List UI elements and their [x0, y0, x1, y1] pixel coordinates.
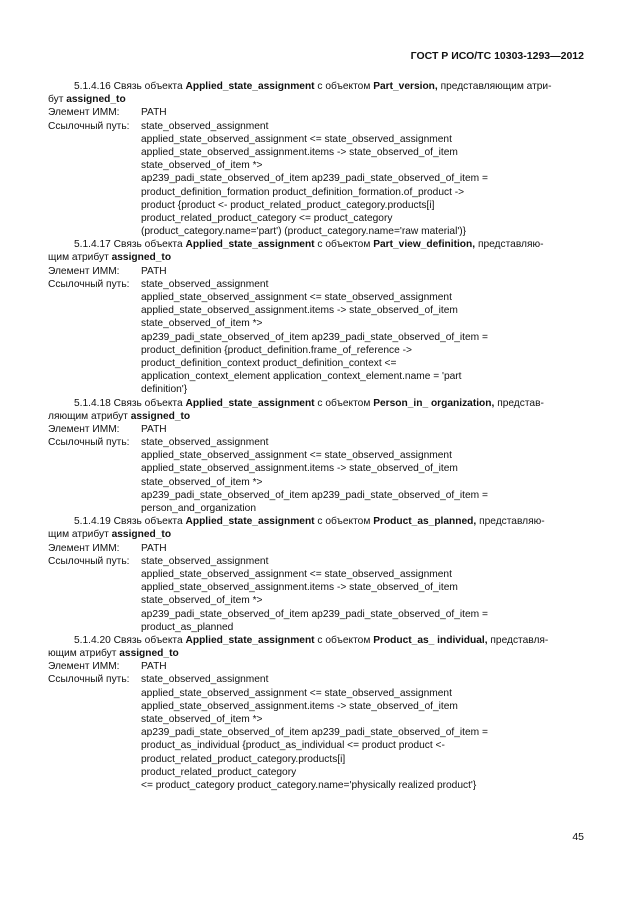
path-line: application_context_element application_context_element.name = 'part [141, 371, 462, 383]
heading-text: с объектом [317, 239, 371, 251]
attribute-name: assigned_to [111, 252, 172, 264]
path-line: state_observed_assignment [141, 278, 269, 290]
target-entity: Person_in_ organization, [373, 397, 495, 409]
attribute-name: assigned_to [111, 529, 172, 541]
heading-text: ляющим атрибут [48, 410, 128, 422]
section-number: 5.1.4.19 [74, 516, 111, 528]
path-line: ap239_padi_state_observed_of_item ap239_padi_state_observed_of_item = [141, 727, 488, 739]
page-number: 45 [572, 831, 584, 843]
element-value: PATH [141, 542, 167, 554]
path-line: ap239_padi_state_observed_of_item ap239_padi_state_observed_of_item = [141, 331, 488, 343]
path-row [48, 436, 583, 449]
entity-name: Applied_state_assignment [185, 634, 315, 646]
element-label: Элемент ИММ: [48, 107, 120, 119]
entity-name: Applied_state_assignment [185, 239, 315, 251]
path-line: product {product <- product_related_product_category.products[i] [141, 199, 435, 211]
heading-text: представляющим атри- [440, 81, 552, 92]
path-line: applied_state_observed_assignment <= state_observed_assignment [141, 568, 452, 580]
path-label: Ссылочный путь: [48, 674, 130, 686]
path-line: state_observed_of_item *> [141, 160, 263, 172]
heading-text: с объектом [317, 516, 371, 528]
path-line: product_definition_context product_definition_context <= [141, 357, 397, 369]
path-line: ap239_padi_state_observed_of_item ap239_padi_state_observed_of_item = [141, 489, 488, 501]
section-heading-line [48, 397, 583, 410]
path-row [48, 120, 583, 133]
section-heading-line [48, 80, 583, 93]
path-line: applied_state_observed_assignment.items -> state_observed_of_item [141, 463, 458, 475]
target-entity: Product_as_planned, [373, 516, 477, 528]
element-label: Элемент ИММ: [48, 661, 120, 673]
path-line: product_as_individual {product_as_individual <= product product <- [141, 740, 445, 752]
path-line: person_and_organization [141, 503, 256, 514]
element-value: PATH [141, 423, 167, 435]
path-line: state_observed_of_item *> [141, 595, 263, 607]
section-heading-continuation [48, 93, 583, 106]
path-line: product_as_planned [141, 621, 234, 633]
heading-text: Связь объекта [113, 634, 183, 646]
path-line: product_related_product_category [141, 766, 297, 778]
element-row [48, 265, 583, 278]
entity-name: Applied_state_assignment [185, 397, 315, 409]
heading-text: щим атрибут [48, 252, 109, 264]
section-5-1-4-17 [48, 238, 583, 396]
section-heading-line [48, 238, 583, 251]
heading-text: Связь объекта [113, 397, 183, 409]
path-label: Ссылочный путь: [48, 278, 130, 290]
section-heading-continuation [48, 647, 583, 660]
target-entity: Part_version, [373, 81, 438, 92]
document-body [48, 80, 583, 792]
document-header: ГОСТ Р ИСО/ТС 10303-1293—2012 [410, 50, 584, 62]
heading-text: щим атрибут [48, 529, 109, 541]
section-heading-line [48, 515, 583, 528]
path-row [48, 278, 583, 291]
section-heading-continuation [48, 528, 583, 541]
section-heading-continuation [48, 251, 583, 264]
element-row [48, 660, 583, 673]
path-line: state_observed_of_item *> [141, 318, 263, 330]
path-line: applied_state_observed_assignment.items -> state_observed_of_item [141, 305, 458, 317]
section-number: 5.1.4.17 [74, 239, 111, 251]
element-label: Элемент ИММ: [48, 542, 120, 554]
section-5-1-4-20 [48, 634, 583, 792]
path-line: applied_state_observed_assignment <= state_observed_assignment [141, 133, 452, 145]
path-line: definition'} [141, 384, 188, 396]
heading-text: представ- [497, 397, 544, 409]
path-line: applied_state_observed_assignment.items -> state_observed_of_item [141, 700, 458, 712]
target-entity: Product_as_ individual, [373, 634, 488, 646]
path-line: applied_state_observed_assignment.items -> state_observed_of_item [141, 582, 458, 594]
heading-text: Связь объекта [113, 81, 183, 92]
heading-text: с объектом [317, 397, 371, 409]
path-line: state_observed_of_item *> [141, 714, 263, 725]
section-5-1-4-16 [48, 80, 583, 238]
path-line: <= product_category product_category.name='physically realized product'} [141, 779, 477, 791]
heading-text: с объектом [317, 81, 371, 92]
attribute-name: assigned_to [130, 410, 191, 422]
heading-text: представля- [490, 634, 549, 646]
element-row [48, 542, 583, 555]
path-line: applied_state_observed_assignment <= state_observed_assignment [141, 292, 452, 303]
section-5-1-4-19 [48, 515, 583, 634]
path-line: product_definition {product_definition.frame_of_reference -> [141, 344, 412, 356]
heading-text: Связь объекта [113, 516, 183, 528]
section-heading-line [48, 634, 583, 647]
heading-text: представляю- [477, 239, 544, 251]
path-line: state_observed_assignment [141, 555, 269, 567]
attribute-name: assigned_to [66, 94, 126, 106]
path-line: (product_category.name='part') (product_category.name='raw material')} [141, 226, 467, 238]
path-line: state_observed_assignment [141, 674, 269, 686]
path-line: product_related_product_category <= product_category [141, 212, 393, 224]
path-line: applied_state_observed_assignment <= state_observed_assignment [141, 687, 452, 699]
element-row [48, 423, 583, 436]
element-value: PATH [141, 661, 167, 673]
element-label: Элемент ИММ: [48, 423, 120, 435]
section-number: 5.1.4.20 [74, 634, 111, 646]
path-label: Ссылочный путь: [48, 437, 130, 449]
element-value: PATH [141, 265, 167, 277]
path-line: applied_state_observed_assignment <= state_observed_assignment [141, 450, 452, 462]
path-label: Ссылочный путь: [48, 120, 130, 132]
target-entity: Part_view_definition, [373, 239, 476, 251]
path-line: state_observed_of_item *> [141, 476, 263, 488]
path-line: product_definition_formation product_definition_formation.of_product -> [141, 186, 465, 198]
heading-text: ющим атрибут [48, 648, 117, 660]
path-line: ap239_padi_state_observed_of_item ap239_padi_state_observed_of_item = [141, 608, 488, 620]
element-label: Элемент ИММ: [48, 265, 120, 277]
path-line: state_observed_assignment [141, 437, 269, 449]
attribute-name: assigned_to [119, 648, 179, 660]
heading-text: с объектом [317, 634, 371, 646]
path-line: state_observed_assignment [141, 120, 269, 132]
section-number: 5.1.4.16 [74, 81, 111, 92]
path-label: Ссылочный путь: [48, 555, 130, 567]
heading-text: представляю- [479, 516, 545, 528]
element-value: PATH [141, 107, 167, 119]
entity-name: Applied_state_assignment [185, 81, 315, 92]
path-line: ap239_padi_state_observed_of_item ap239_padi_state_observed_of_item = [141, 173, 488, 185]
path-line: applied_state_observed_assignment.items -> state_observed_of_item [141, 146, 458, 158]
path-row [48, 673, 583, 686]
path-line: product_related_product_category.products[i] [141, 753, 346, 765]
entity-name: Applied_state_assignment [185, 516, 315, 528]
section-5-1-4-18 [48, 397, 583, 516]
section-heading-continuation [48, 410, 583, 423]
element-row [48, 106, 583, 119]
heading-text: Связь объекта [113, 239, 183, 251]
path-row [48, 555, 583, 568]
section-number: 5.1.4.18 [74, 397, 111, 409]
heading-text: бут [48, 94, 64, 106]
